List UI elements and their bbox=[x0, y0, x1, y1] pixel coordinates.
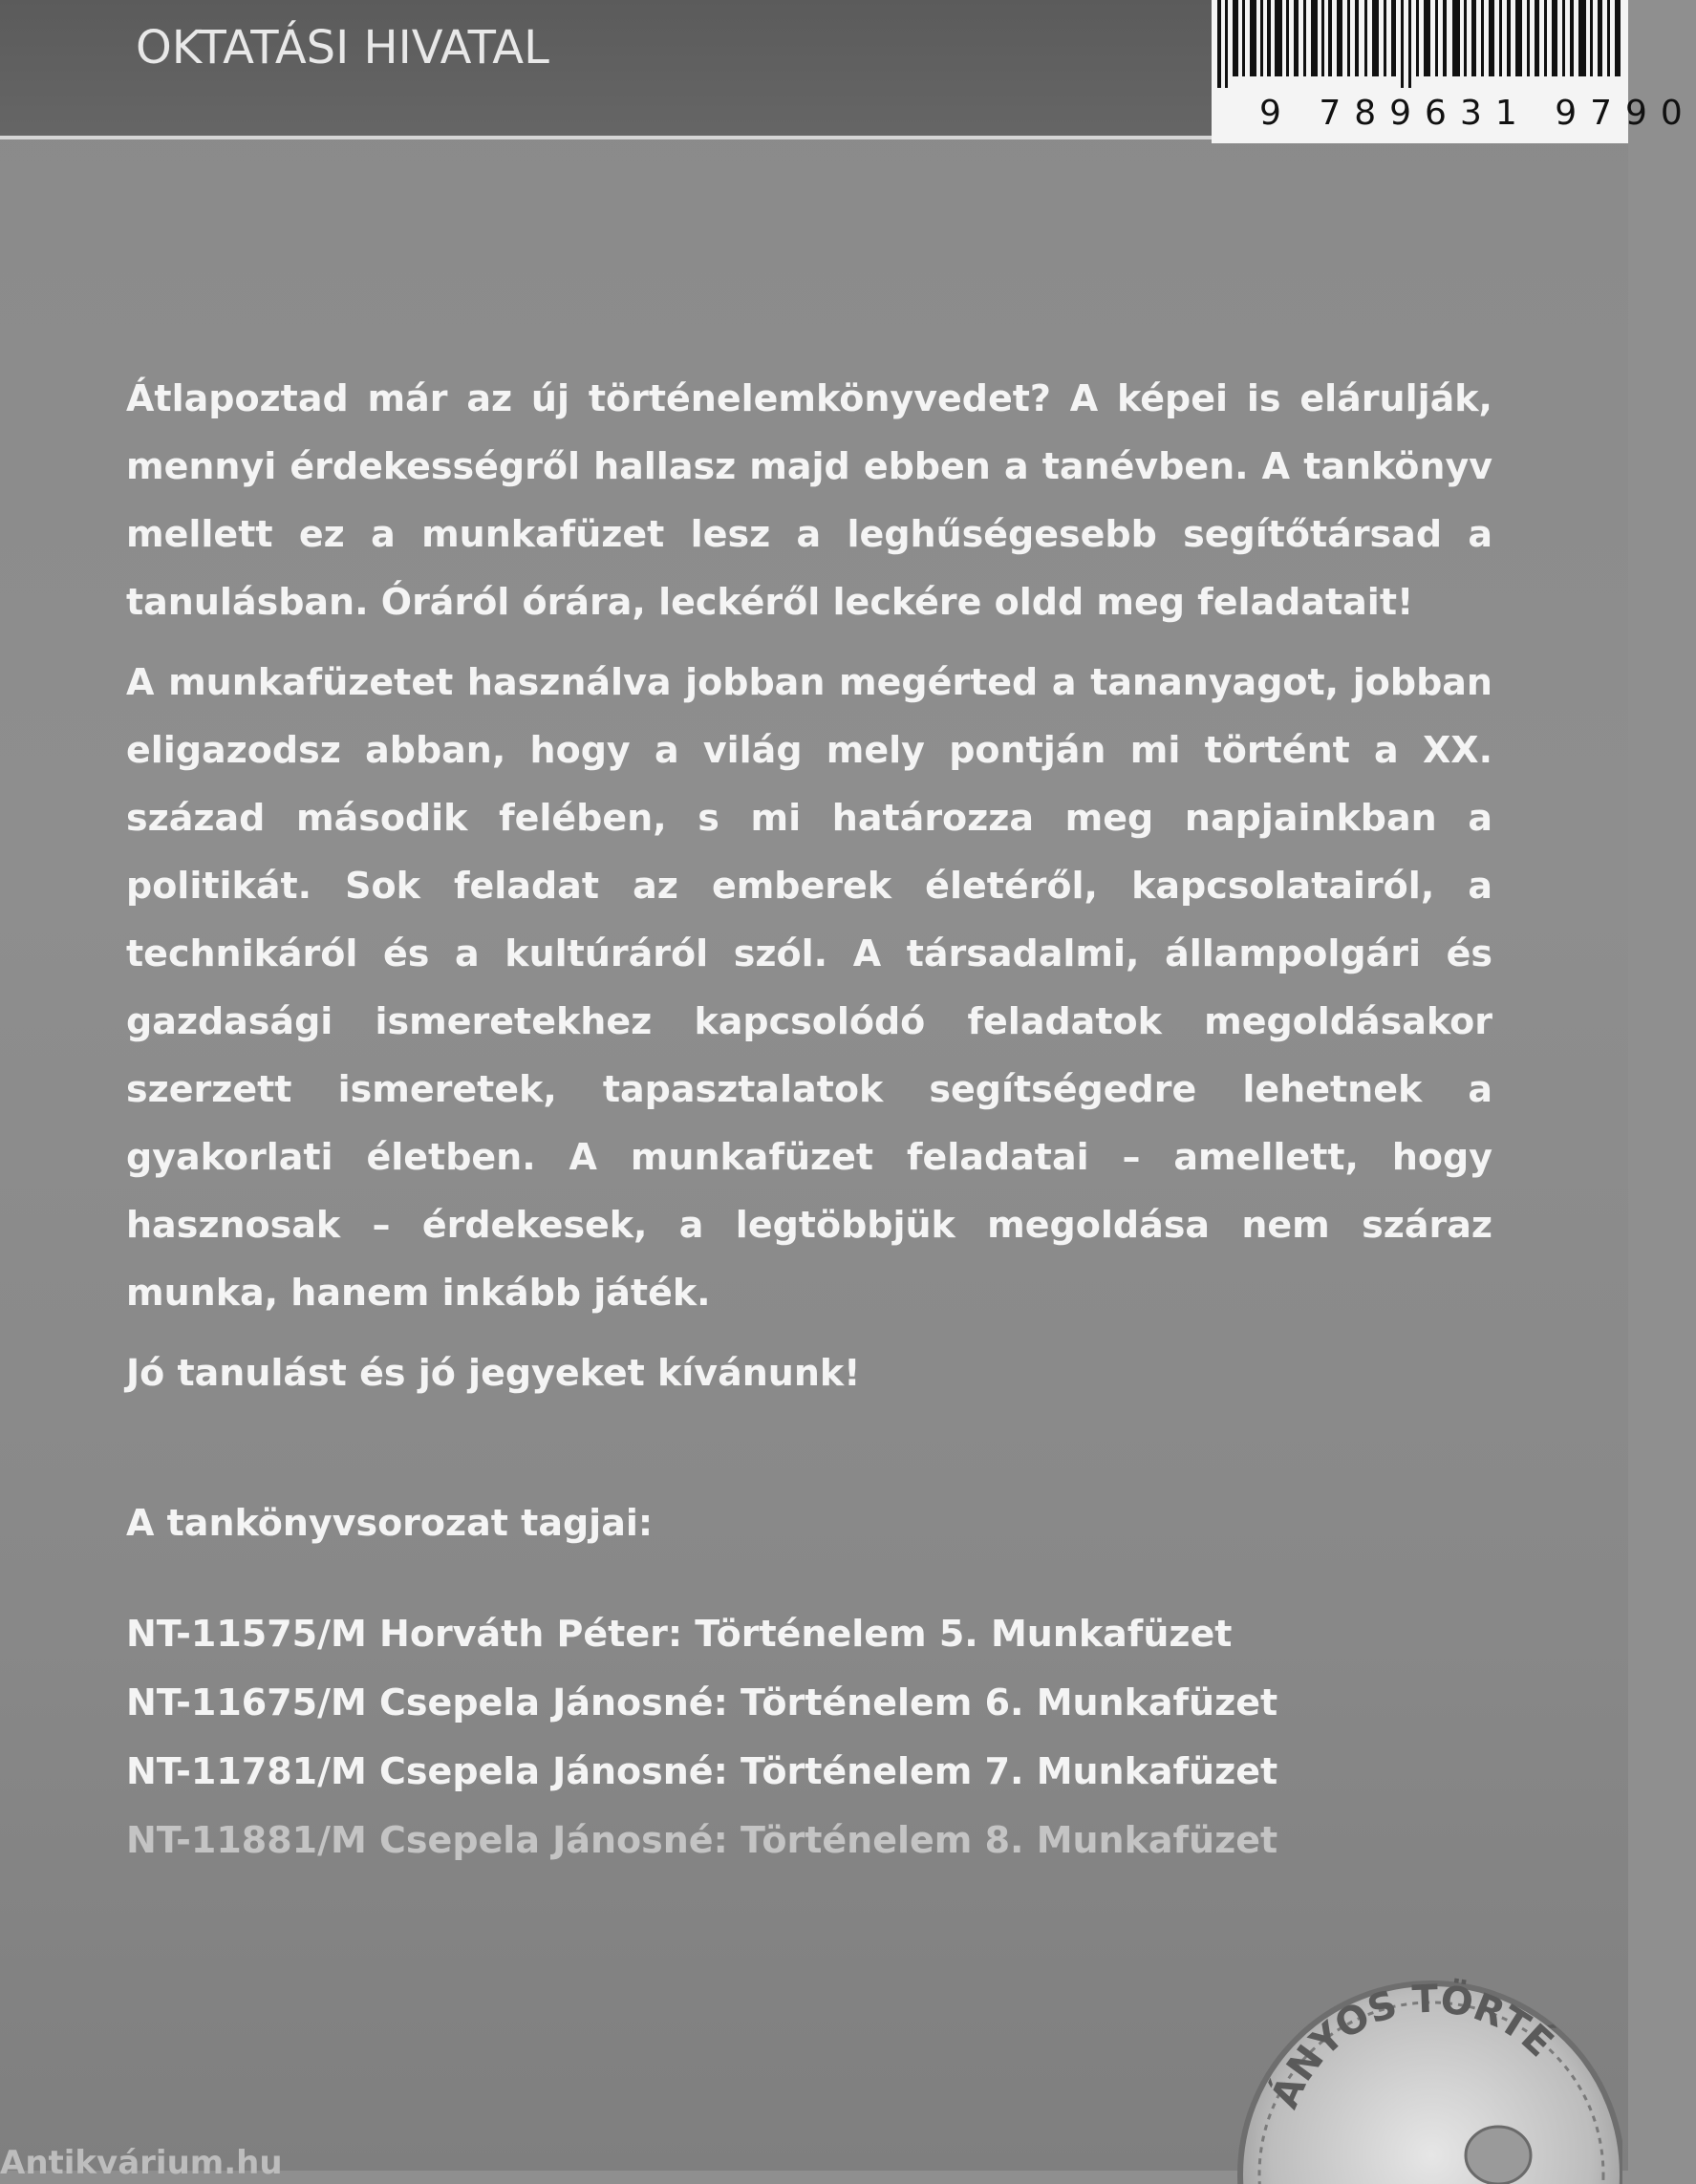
barcode-digits: 9 789631 9790 bbox=[1259, 94, 1696, 133]
series-item: NT-11675/M Csepela Jánosné: Történelem 6. Munkafüzet bbox=[126, 1681, 1278, 1724]
coin-inscription: ÁNYOS TÖRTÉ bbox=[1262, 1977, 1562, 2115]
series-item: NT-11881/M Csepela Jánosné: Történelem 8. Munkafüzet bbox=[126, 1819, 1278, 1861]
series-item: NT-11575/M Horváth Péter: Történelem 5. Munkafüzet bbox=[126, 1613, 1233, 1655]
coin-logo-icon bbox=[1221, 1974, 1622, 2184]
series-list bbox=[126, 1599, 1277, 1874]
intro-paragraph-2: A munkafüzetet használva jobban megérted a tananyagot, jobban eligazodsz abban, hogy a világ mely pontján mi történt a XX. század második felében, s mi határozza meg napjainkban a politikát. Sok feladat az emberek életéről, kapcsolatairól, a technikáról és a kultúráról szól. A társadalmi, állampolgári és gazdasági ismeretekhez kapcsolódó feladatok megoldásakor szerzett ismeretek, tapasztalatok segítségedre lehetnek a gyakorlati életben. A munkafüzet feladatai – amellett, hogy hasznosak – érdekesek, a legtöbbjük megoldása nem száraz munka, hanem inkább játék. bbox=[126, 661, 1492, 1314]
watermark: Antikvárium.hu bbox=[0, 2144, 283, 2182]
publisher-name: OKTATÁSI HIVATAL bbox=[136, 21, 549, 75]
barcode-icon bbox=[1212, 0, 1628, 88]
series-title: A tankönyvsorozat tagjai: bbox=[126, 1502, 654, 1544]
series-item: NT-11781/M Csepela Jánosné: Történelem 7. Munkafüzet bbox=[126, 1750, 1278, 1792]
closing-line: Jó tanulást és jó jegyeket kívánunk! bbox=[126, 1352, 861, 1394]
intro-text bbox=[126, 365, 1492, 1420]
intro-paragraph-1: Átlapoztad már az új történelemkönyvedet? A képei is elárulják, mennyi érdekességről hallasz majd ebben a tanévben. A tankönyv mellett ez a munkafüzet lesz a leghűségesebb segítőtársad a tanulásban. Óráról órára, leckéről leckére oldd meg feladatait! bbox=[126, 377, 1492, 623]
